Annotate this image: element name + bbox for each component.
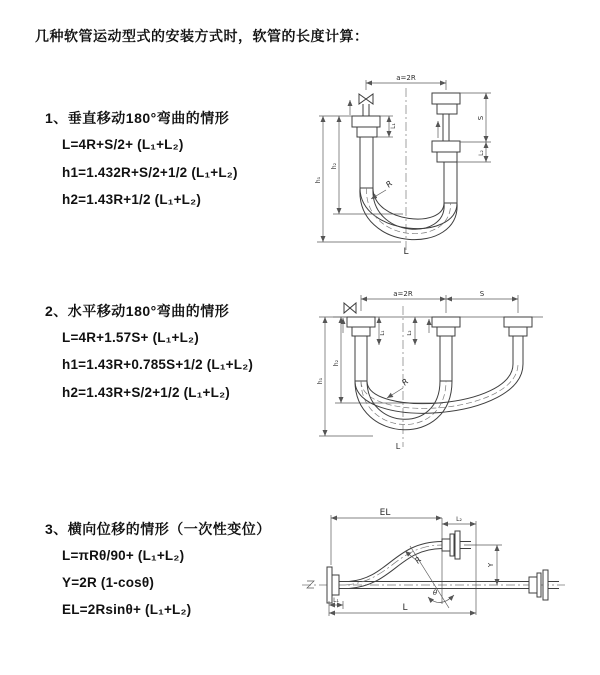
label-l2: L₂ <box>456 516 462 523</box>
section-3-formula-EL: EL=2Rsinθ+ (L₁+L₂) <box>62 602 192 617</box>
left-fitting <box>352 104 380 188</box>
label-h2: h₂ <box>331 162 338 170</box>
dimension-l <box>329 603 476 613</box>
label-s: S <box>479 290 485 298</box>
section-1-formula-L: L=4R+S/2+ (L₁+L₂) <box>62 137 184 152</box>
label-a2r: a=2R <box>396 74 416 82</box>
section-1-heading: 1、垂直移动180°弯曲的情形 <box>45 110 230 126</box>
section-2-formula-h1: h1=1.43R+0.785S+1/2 (L₁+L₂) <box>62 357 254 372</box>
section-3-formula-Y: Y=2R (1-cosθ) <box>62 575 155 590</box>
moved-fitting <box>504 317 532 364</box>
right-fitting <box>432 93 460 203</box>
dimension-s <box>446 290 518 299</box>
label-theta: θ <box>432 589 438 597</box>
label-h1: h₁ <box>317 377 324 385</box>
section-1-formula-h2: h2=1.43R+1/2 (L₁+L₂) <box>62 192 202 207</box>
label-l: L <box>402 603 408 613</box>
dimension-h2 <box>319 317 443 403</box>
valve-icon <box>359 94 373 104</box>
label-l: L <box>395 442 401 451</box>
radius-callout <box>387 377 410 398</box>
label-h1: h₁ <box>315 176 322 184</box>
label-r: R <box>400 376 411 388</box>
label-s: S <box>477 115 485 121</box>
section-3-formula-L: L=πRθ/90+ (L₁+L₂) <box>62 548 185 563</box>
label-l1: L₁ <box>390 123 397 129</box>
dimension-a2r <box>361 290 518 313</box>
diagram-vertical-180-bend <box>303 66 593 266</box>
section-3-heading: 3、横向位移的情形（一次性变位） <box>45 521 271 537</box>
label-el: EL <box>379 508 391 518</box>
label-r: R <box>384 178 395 190</box>
label-a2r: a=2R <box>393 290 413 298</box>
label-r: R <box>413 555 424 566</box>
label-l1: L₁ <box>333 597 339 604</box>
dimension-l2 <box>457 142 491 162</box>
diagram-lateral-displacement <box>297 505 599 650</box>
page-title: 几种软管运动型式的安装方式时，软管的长度计算： <box>35 28 369 44</box>
dimension-el <box>331 508 442 604</box>
dimension-l1 <box>379 317 386 345</box>
label-y: Y <box>487 562 495 568</box>
valve-icon <box>344 303 356 313</box>
label-l2: L₂ <box>478 150 485 156</box>
dimension-y <box>464 545 502 585</box>
label-h2: h₂ <box>333 359 340 367</box>
dimension-s <box>460 93 491 142</box>
section-2-heading: 2、水平移动180°弯曲的情形 <box>45 303 230 319</box>
section-2-formula-L: L=4R+1.57S+ (L₁+L₂) <box>62 330 199 345</box>
middle-fitting <box>432 317 460 381</box>
hose-loops <box>355 364 523 430</box>
dimension-a2r <box>366 74 446 90</box>
dimension-l2 <box>407 317 415 345</box>
section-1-formula-h1: h1=1.432R+S/2+1/2 (L₁+L₂) <box>62 165 238 180</box>
pipe-break-mark <box>307 581 314 588</box>
label-l2: L₂ <box>407 330 413 336</box>
left-fitting <box>347 317 375 381</box>
label-l1: L₁ <box>380 330 386 336</box>
label-l: L <box>403 247 409 257</box>
diagram-horizontal-180-bend <box>303 281 600 461</box>
section-2-formula-h2: h2=1.43R+S/2+1/2 (L₁+L₂) <box>62 385 230 400</box>
curved-hose <box>345 531 471 589</box>
